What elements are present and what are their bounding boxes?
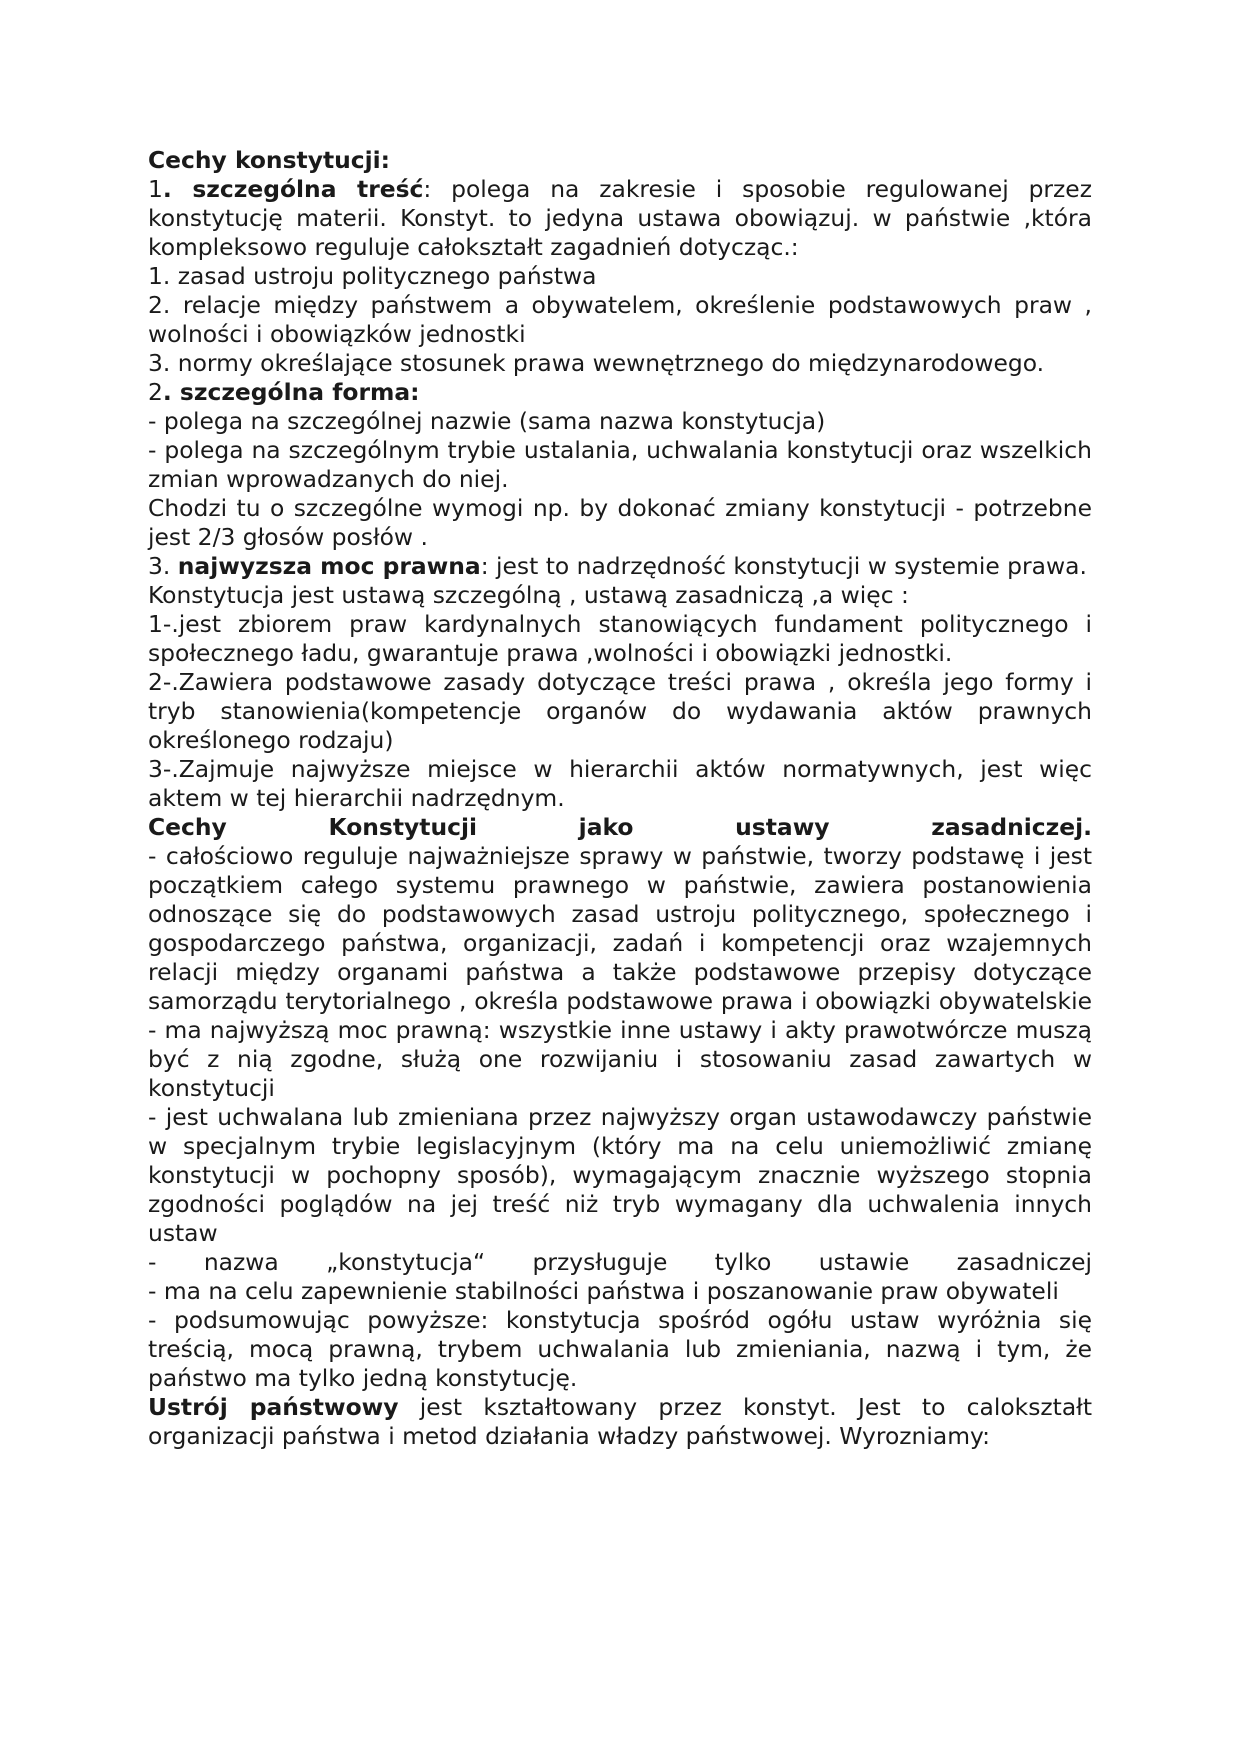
paragraph-0 <box>148 146 1092 175</box>
paragraph-16 <box>148 1016 1092 1103</box>
paragraph-text: 2-.Zawiera podstawowe zasady dotyczące treści prawa , określa jego formy i tryb stanowienia(kompetencje organów do wydawania aktów prawnych określonego rodzaju) <box>148 668 1092 754</box>
paragraph-text: Chodzi tu o szczególne wymogi np. by dokonać zmiany konstytucji - potrzebne jest 2/3 głosów posłów . <box>148 494 1092 551</box>
paragraph-text: - całościowo reguluje najważniejsze sprawy w państwie, tworzy podstawę i jest początkiem całego systemu prawnego w państwie, zawiera postanowienia odnoszące się do podstawowych zasad ustroju politycznego, społecznego i gospodarczego państwa, organizacji, zadań i kompetencji oraz wzajemnych relacji między organami państwa a także podstawowe przepisy dotyczące samorządu terytorialnego , określa podstawowe prawa i obowiązki obywatelskie <box>148 842 1092 1015</box>
paragraph-4 <box>148 349 1092 378</box>
paragraph-prefix: 1 <box>148 175 163 203</box>
document-page <box>148 146 1092 1451</box>
paragraph-text: 1. zasad ustroju politycznego państwa <box>148 262 597 290</box>
paragraph-prefix: 3. <box>148 552 178 580</box>
paragraph-2 <box>148 262 1092 291</box>
paragraph-text: 2. relacje między państwem a obywatelem, określenie podstawowych praw , wolności i obowiązków jednostki <box>148 291 1092 348</box>
paragraph-text: 3-.Zajmuje najwyższe miejsce w hierarchii aktów normatywnych, jest więc aktem w tej hierarchii nadrzędnym. <box>148 755 1092 812</box>
paragraph-text: - nazwa „konstytucja“ przysługuje tylko ustawie zasadniczej <box>148 1248 1092 1276</box>
paragraph-19 <box>148 1277 1092 1306</box>
paragraph-text: - jest uchwalana lub zmieniana przez najwyższy organ ustawodawczy państwie w specjalnym trybie legislacyjnym (który ma na celu uniemożliwić zmianę konstytucji w pochopny sposób), wymagającym znacznie wyższego stopnia zgodności poglądów na jej treść niż tryb wymagany dla uchwalenia innych ustaw <box>148 1103 1092 1247</box>
paragraph-17 <box>148 1103 1092 1248</box>
paragraph-text: - polega na szczególnym trybie ustalania, uchwalania konstytucji oraz wszelkich zmian wprowadzanych do niej. <box>148 436 1092 493</box>
paragraph-text: Konstytucja jest ustawą szczególną , ustawą zasadniczą ,a więc : <box>148 581 909 609</box>
paragraph-8 <box>148 494 1092 552</box>
paragraph-9 <box>148 552 1092 581</box>
paragraph-5 <box>148 378 1092 407</box>
paragraph-text: : polega na zakresie i sposobie regulowanej przez konstytucję materii. Konstyt. to jedyna ustawa obowiązuj. w państwie ,która kompleksowo reguluje całokształt zagadnień dotycząc.: <box>148 175 1092 261</box>
paragraph-text: - polega na szczególnej nazwie (sama nazwa konstytucja) <box>148 407 826 435</box>
paragraph-21 <box>148 1393 1092 1451</box>
paragraph-1 <box>148 175 1092 262</box>
paragraph-18 <box>148 1248 1092 1277</box>
paragraph-text: - podsumowując powyższe: konstytucja spośród ogółu ustaw wyróżnia się treścią, mocą prawną, trybem uchwalania lub zmieniania, nazwą i tym, że państwo ma tylko jedną konstytucję. <box>148 1306 1092 1392</box>
paragraph-6 <box>148 407 1092 436</box>
paragraph-3 <box>148 291 1092 349</box>
paragraph-heading: najwyzsza moc prawna <box>177 552 481 580</box>
paragraph-text: : jest to nadrzędność konstytucji w systemie prawa. <box>480 552 1087 580</box>
paragraph-text: - ma na celu zapewnienie stabilności państwa i poszanowanie praw obywateli <box>148 1277 1059 1305</box>
paragraph-heading: . szczególna forma: <box>162 378 420 406</box>
paragraph-prefix: 2 <box>148 378 163 406</box>
paragraph-15 <box>148 842 1092 1016</box>
paragraph-12 <box>148 668 1092 755</box>
paragraph-heading: Cechy Konstytucji jako ustawy zasadniczej. <box>148 813 1092 841</box>
paragraph-heading: Ustrój państwowy <box>148 1393 399 1421</box>
paragraph-heading: Cechy konstytucji: <box>148 146 391 174</box>
paragraph-text: 3. normy określające stosunek prawa wewnętrznego do międzynarodowego. <box>148 349 1045 377</box>
paragraph-7 <box>148 436 1092 494</box>
paragraph-13 <box>148 755 1092 813</box>
paragraph-11 <box>148 610 1092 668</box>
paragraph-20 <box>148 1306 1092 1393</box>
paragraph-14 <box>148 813 1092 842</box>
paragraph-10 <box>148 581 1092 610</box>
paragraph-text: 1-.jest zbiorem praw kardynalnych stanowiących fundament politycznego i społecznego ładu, gwarantuje prawa ,wolności i obowiązki jednostki. <box>148 610 1092 667</box>
paragraph-text: jest kształtowany przez konstyt. Jest to calokształt organizacji państwa i metod działania władzy państwowej. Wyrozniamy: <box>148 1393 1092 1450</box>
paragraph-text: - ma najwyższą moc prawną: wszystkie inne ustawy i akty prawotwórcze muszą być z nią zgodne, służą one rozwijaniu i stosowaniu zasad zawartych w konstytucji <box>148 1016 1092 1102</box>
paragraph-heading: . szczególna treść <box>162 175 424 203</box>
